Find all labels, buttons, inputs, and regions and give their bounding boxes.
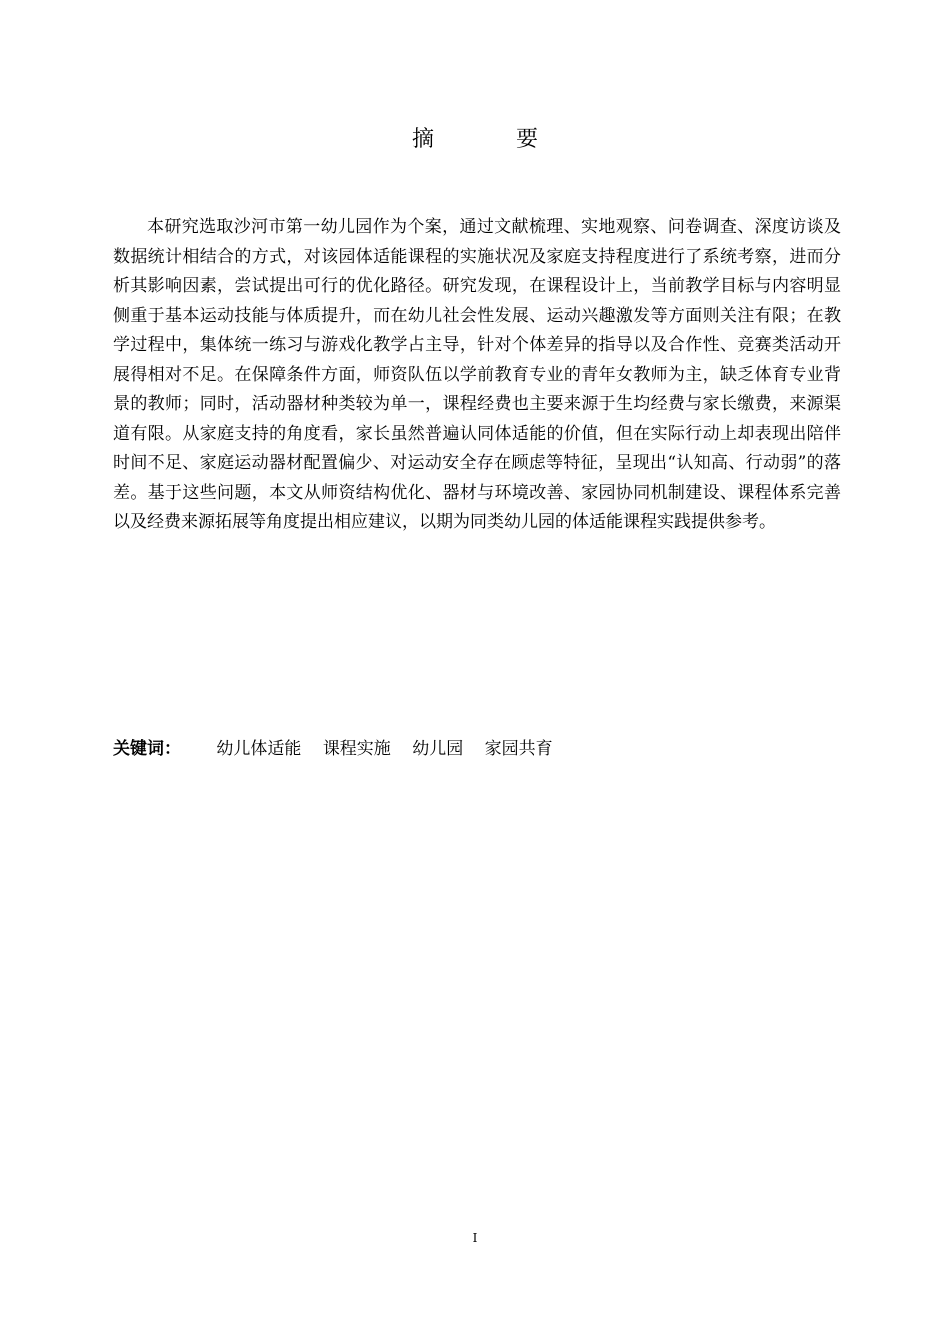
keyword: 幼儿园 — [412, 739, 464, 759]
keyword: 幼儿体适能 — [216, 739, 302, 759]
keywords-line — [113, 735, 569, 764]
keyword: 课程实施 — [322, 739, 391, 759]
abstract-body: 本研究选取沙河市第一幼儿园作为个案，通过文献梳理、实地观察、问卷调查、深度访谈及数据统计相结合的方式，对该园体适能课程的实施状况及家庭支持程度进行了系统考察，进而分析其影响因素，尝试提出可行的优化路径。研究发现，在课程设计上，当前教学目标与内容明显侧重于基本运动技能与体质提升，而在幼儿社会性发展、运动兴趣激发等方面则关注有限；在教学过程中，集体统一练习与游戏化教学占主导，针对个体差异的指导以及合作性、竞赛类活动开展得相对不足。在保障条件方面，师资队伍以学前教育专业的青年女教师为主，缺乏体育专业背景的教师；同时，活动器材种类较为单一，课程经费也主要来源于生均经费与家长缴费，来源渠道有限。从家庭支持的角度看，家长虽然普遍认同体适能的价值，但在实际行动上却表现出陪伴时间不足、家庭运动器材配置偏少、对运动安全存在顾虑等特征，呈现出“认知高、行动弱”的落差。基于这些问题，本文从师资结构优化、器材与环境改善、家园协同机制建设、课程体系完善以及经费来源拓展等角度提出相应建议，以期为同类幼儿园的体适能课程实践提供参考。 — [113, 217, 841, 532]
keywords-label: 关键词： — [113, 739, 181, 759]
page-number: I — [472, 1231, 478, 1245]
page-title: 摘 要 — [411, 127, 568, 152]
keyword: 家园共育 — [484, 739, 553, 759]
